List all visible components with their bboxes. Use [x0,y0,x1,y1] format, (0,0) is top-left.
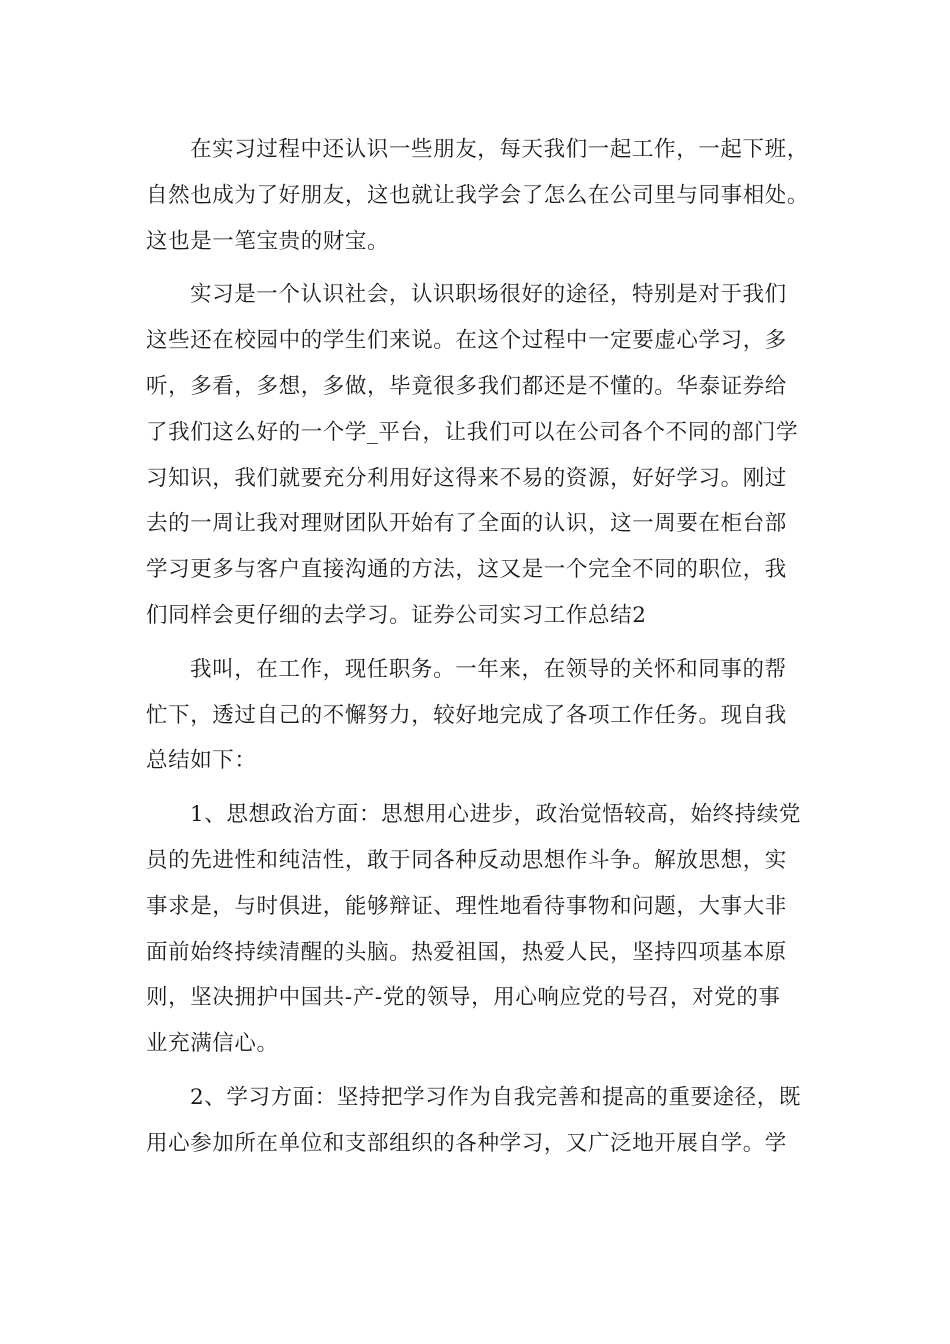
text-line: 则，坚决拥护中国共-产-党的领导，用心响应党的号召，对党的事 [146,985,781,1011]
text-line: 听，多看，多想，多做，毕竟很多我们都还是不懂的。华泰证券给 [146,373,787,399]
text-line: 我叫，在工作，现任职务。一年来，在领导的关怀和同事的帮 [190,656,787,682]
text-line: 这些还在校园中的学生们来说。在这个过程中一定要虚心学习，多 [146,328,787,354]
text-line: 去的一周让我对理财团队开始有了全面的认识，这一周要在柜台部 [146,511,787,537]
text-line: 在实习过程中还认识一些朋友，每天我们一起工作，一起下班， [190,137,809,162]
text-line: 自然也成为了好朋友，这也就让我学会了怎么在公司里与同事相处。 [146,182,810,208]
text-line: 业充满信心。 [146,1031,279,1057]
text-line: 了我们这么好的一个学_平台，让我们可以在公司各个不同的部门学 [146,419,799,445]
text-line: 总结如下： [146,748,257,774]
document-body [146,127,810,1167]
text-line: 面前始终持续清醒的头脑。热爱祖国，热爱人民，坚持四项基本原 [146,939,787,965]
text-line: 用心参加所在单位和支部组织的各种学习，又广泛地开展自学。学 [146,1130,787,1156]
paragraph [146,1075,806,1167]
paragraph [146,127,810,264]
text-line: 2、学习方面：坚持把学习作为自我完善和提高的重要途径，既 [190,1084,801,1110]
text-line: 这也是一笔宝贵的财宝。 [146,228,390,254]
paragraph [146,647,806,784]
text-line: 学习更多与客户直接沟通的方法，这又是一个完全不同的职位，我 [146,557,787,583]
text-line: 事求是，与时俱进，能够辩证、理性地看待事物和问题，大事大非 [146,893,787,919]
text-line: 忙下，透过自己的不懈努力，较好地完成了各项工作任务。现自我 [146,702,787,728]
text-line: 实习是一个认识社会，认识职场很好的途径，特别是对于我们 [190,282,787,308]
text-line: 员的先进性和纯洁性，敢于同各种反动思想作斗争。解放思想，实 [146,847,787,873]
paragraph [146,272,806,638]
paragraph [146,792,806,1067]
text-line: 1、思想政治方面：思想用心进步，政治觉悟较高，始终持续党 [190,802,801,828]
text-line: 们同样会更仔细的去学习。证券公司实习工作总结2 [146,602,647,628]
text-line: 习知识，我们就要充分利用好这得来不易的资源，好好学习。刚过 [146,465,787,491]
